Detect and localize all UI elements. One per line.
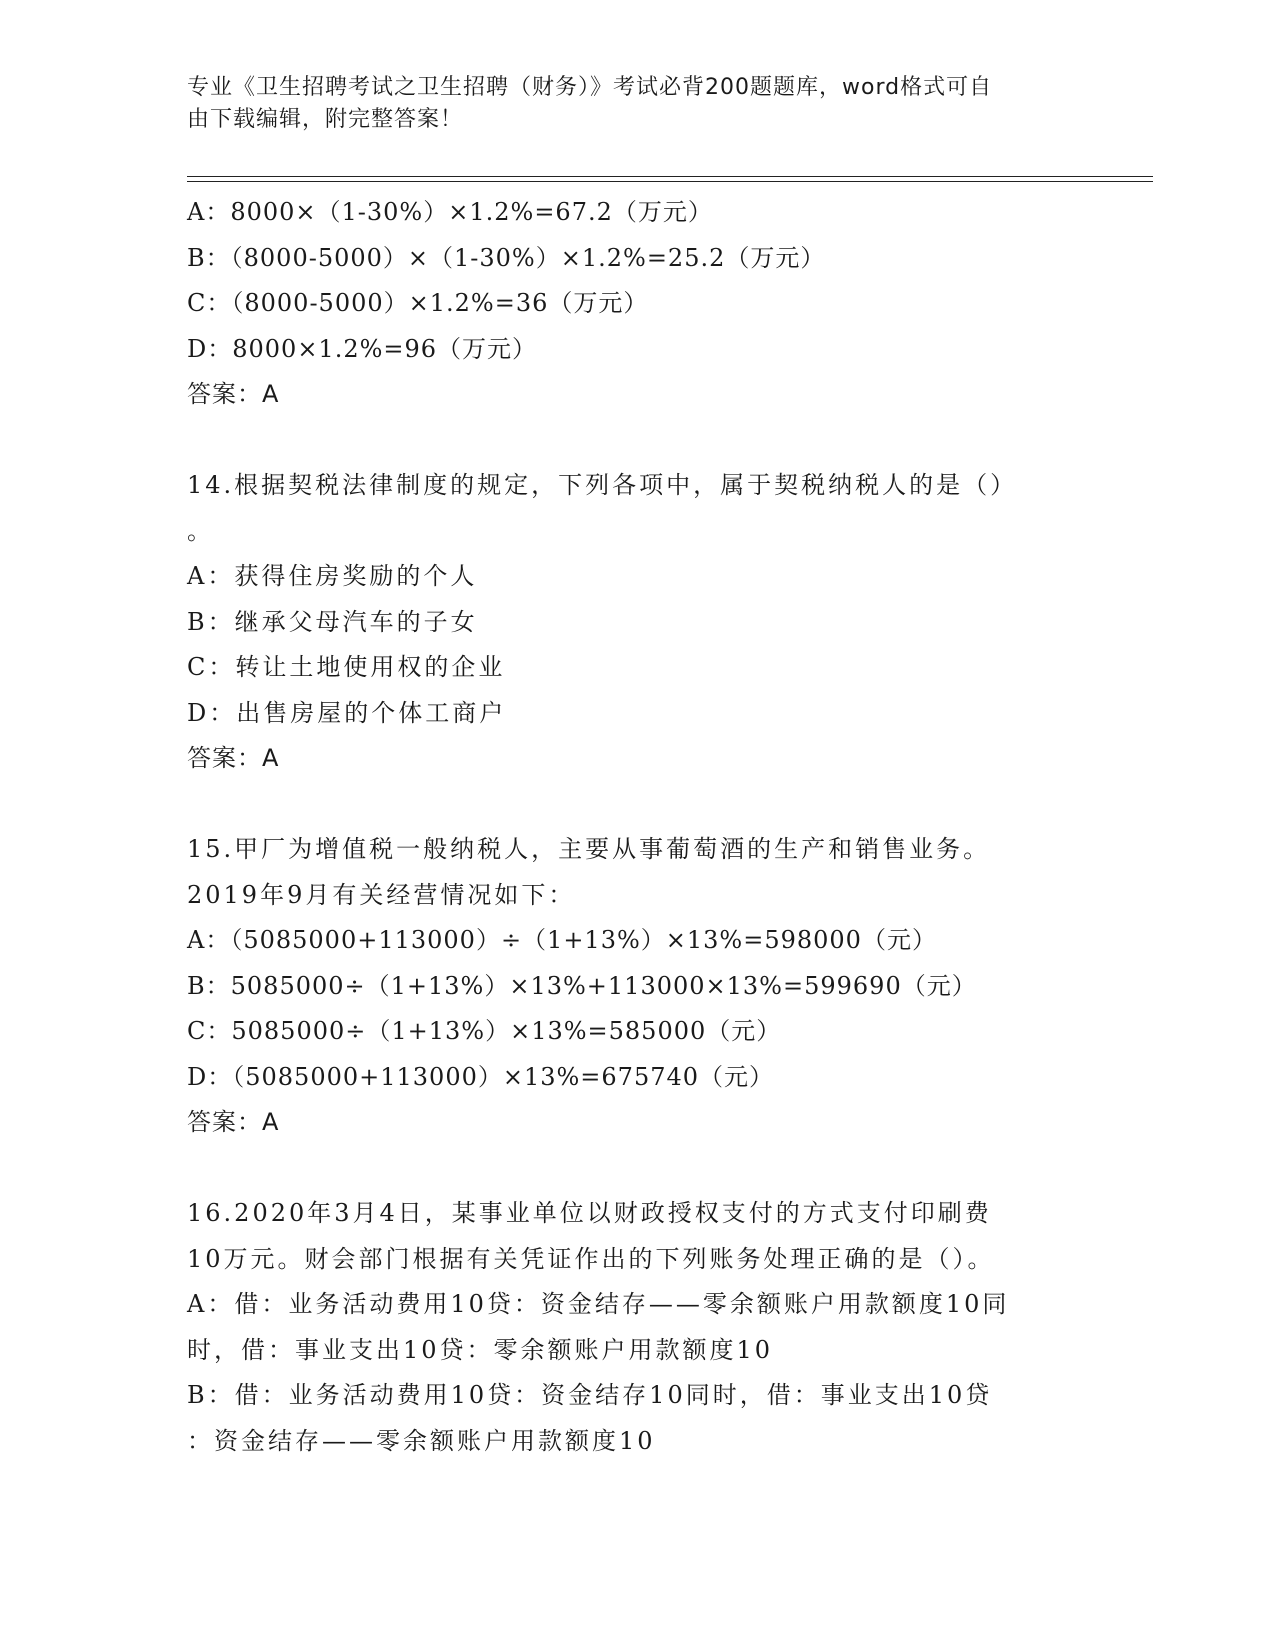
answer: 答案：A [187,380,280,408]
option-a: A：借：业务活动费用10贷：资金结存——零余额账户用款额度10同 [187,1290,1010,1318]
question-stem-continued: 10万元。财会部门根据有关凭证作出的下列账务处理正确的是（）。 [187,1244,995,1273]
option-a: A：8000×（1-30%）×1.2%=67.2（万元） [187,198,713,226]
option-b: B：（8000-5000）×（1-30%）×1.2%=25.2（万元） [187,243,826,272]
option-c: C：5085000÷（1+13%）×13%=585000（元） [187,1017,782,1045]
question-16 [187,1191,1087,1464]
answer: 答案：A [187,1108,280,1136]
header-divider-top [187,176,1153,177]
question-stem-continued: 2019年9月有关经营情况如下： [187,880,576,909]
option-b: B：借：业务活动费用10贷：资金结存10同时，借：事业支出10贷 [187,1381,993,1409]
option-d: D：（5085000+113000）×13%=675740（元） [187,1062,775,1091]
option-d: D：出售房屋的个体工商户 [187,698,507,727]
document-header [187,72,1067,136]
option-a: A：（5085000+113000）÷（1+13%）×13%=598000（元） [187,926,937,954]
option-a: A：获得住房奖励的个人 [187,562,478,590]
question-15 [187,827,1087,1146]
question-stem: 16.2020年3月4日，某事业单位以财政授权支付的方式支付印刷费 [187,1199,992,1227]
question-stem-continued: 。 [187,516,214,545]
spacer [187,418,1087,464]
spacer [187,1146,1087,1192]
header-divider-bottom [187,181,1153,182]
option-d: D：8000×1.2%=96（万元） [187,334,538,363]
document-body [187,190,1087,1464]
answer: 答案：A [187,744,280,772]
option-b-continued: ：资金结存——零余额账户用款额度10 [187,1426,656,1455]
option-b: B：继承父母汽车的子女 [187,607,478,636]
question-stem: 15.甲厂为增值税一般纳税人，主要从事葡萄酒的生产和销售业务。 [187,835,991,863]
question-14 [187,463,1087,782]
header-line-2: 由下载编辑，附完整答案！ [187,107,464,132]
spacer [187,782,1087,828]
question-stem: 14.根据契税法律制度的规定，下列各项中，属于契税纳税人的是（） [187,471,1018,499]
option-b: B：5085000÷（1+13%）×13%+113000×13%=599690（元） [187,971,977,1000]
option-a-continued: 时，借：事业支出10贷：零余额账户用款额度10 [187,1335,774,1364]
question-13 [187,190,1087,418]
option-c: C：（8000-5000）×1.2%=36（万元） [187,289,649,317]
header-line-1: 专业《卫生招聘考试之卫生招聘（财务）》考试必背200题题库，word格式可自 [187,75,993,100]
option-c: C：转让土地使用权的企业 [187,653,506,681]
